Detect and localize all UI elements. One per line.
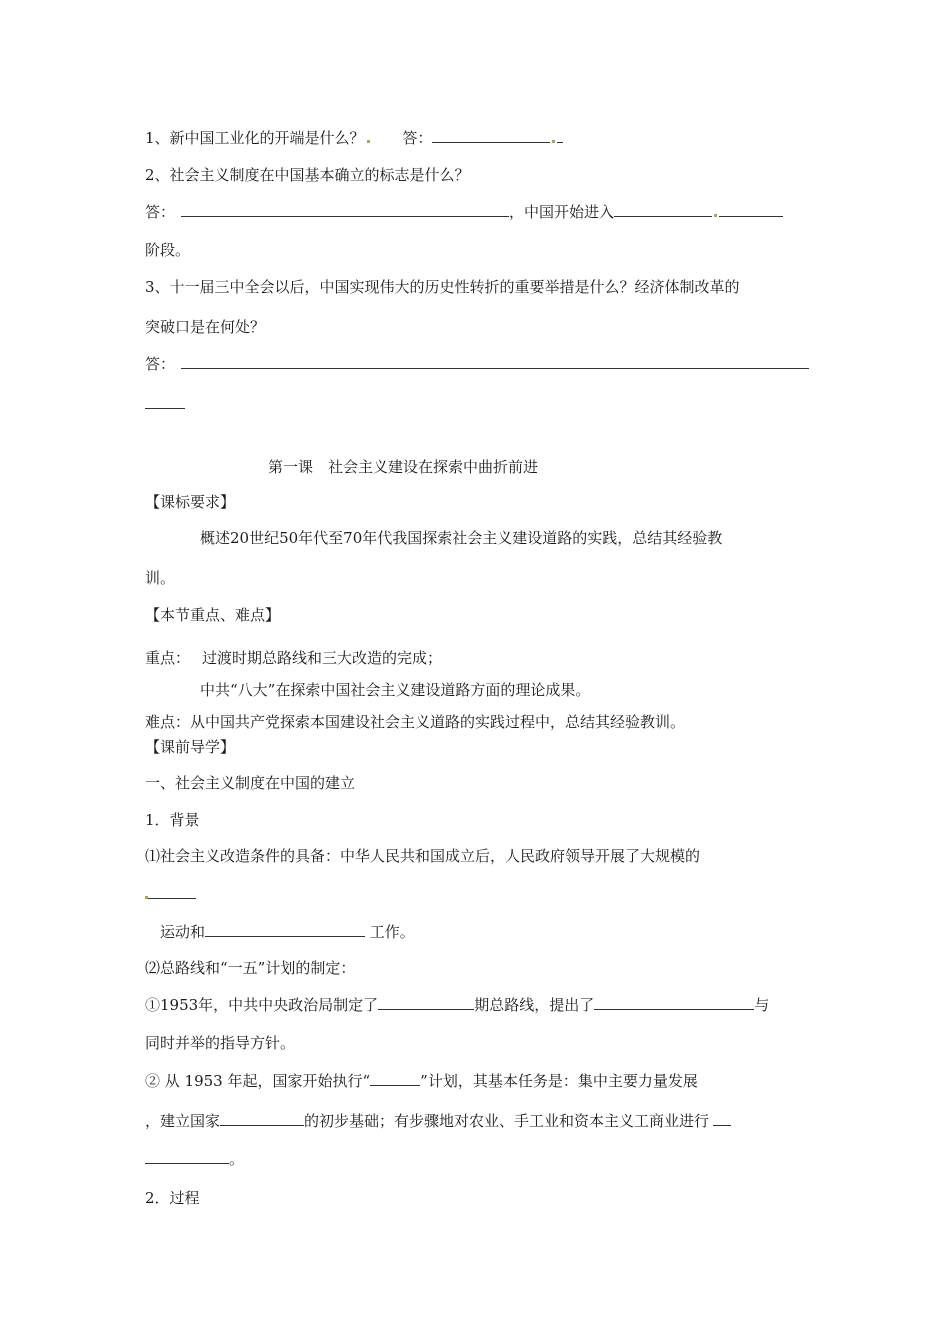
question-1-text: 1、新中国工业化的开端是什么？ <box>145 129 365 147</box>
question-2: 2、社会主义制度在中国基本确立的标志是什么？ <box>145 166 470 184</box>
standard-heading: 【课标要求】 <box>145 493 236 511</box>
answer-label: 答： <box>402 129 433 147</box>
answer-blank[interactable] <box>719 202 783 217</box>
answer-blank[interactable] <box>432 128 550 143</box>
paragraph-3-cont: 同时并举的指导方针。 <box>145 1034 296 1052</box>
mark-dot <box>367 140 370 143</box>
key-point-1-text: 过渡时期总路线和三大改造的完成； <box>202 649 443 667</box>
answer-blank[interactable] <box>594 995 754 1010</box>
key-label: 重点： <box>145 649 191 667</box>
paragraph-6 <box>145 1149 244 1169</box>
mark-dot <box>714 214 717 217</box>
answer-blank[interactable] <box>614 202 712 217</box>
answer-blank[interactable] <box>145 394 185 409</box>
answer-blank[interactable] <box>181 202 509 217</box>
paragraph-3-a: ①1953年，中共中央政治局制定了 <box>145 996 379 1014</box>
answer-label: 答： <box>145 203 176 221</box>
answer-blank[interactable] <box>181 354 809 369</box>
paragraph-3-b: 期总路线，提出了 <box>474 996 595 1014</box>
paragraph-5 <box>145 1111 731 1131</box>
paragraph-2: ⑵总路线和“一五”计划的制定： <box>145 959 356 977</box>
standard-text-cont: 训。 <box>145 569 176 587</box>
key-point-2: 中共“八大”在探索中国社会主义建设道路方面的理论成果。 <box>200 681 591 699</box>
answer-blank-tail[interactable] <box>557 128 563 143</box>
difficult-point: 难点：从中国共产党探索本国建设社会主义道路的实践过程中，总结其经验教训。 <box>145 713 686 731</box>
paragraph-1-blank <box>145 884 196 904</box>
answer-blank-cont <box>145 394 185 414</box>
answer-blank[interactable] <box>205 922 365 937</box>
question-2-answer <box>145 202 810 222</box>
answer-blank[interactable] <box>148 884 196 899</box>
paragraph-3-c: 与 <box>754 996 770 1014</box>
mark-dot <box>552 140 555 143</box>
question-2-tail: 阶段。 <box>145 241 191 259</box>
process-title: 2．过程 <box>145 1189 200 1207</box>
key-point-1 <box>145 648 442 668</box>
question-3-answer <box>145 354 809 374</box>
paragraph-1: ⑴社会主义改造条件的具备：中华人民共和国成立后，人民政府领导开展了大规模的 <box>145 847 701 865</box>
answer-label: 答： <box>145 355 176 373</box>
paragraph-1-cont-a: 运动和 <box>160 923 206 941</box>
lesson-title: 第一课 社会主义建设在探索中曲折前进 <box>268 458 539 476</box>
guide-heading: 【课前导学】 <box>145 738 236 756</box>
paragraph-1-cont <box>160 922 415 942</box>
answer-blank[interactable] <box>220 1111 304 1126</box>
background-title: 1．背景 <box>145 811 200 829</box>
question-3: 3、十一届三中全会以后，中国实现伟大的历史性转折的重要举措是什么？经济体制改革的 <box>145 278 740 296</box>
paragraph-1-cont-b: 工作。 <box>369 923 415 941</box>
answer-blank[interactable] <box>378 995 474 1010</box>
paragraph-4 <box>145 1071 698 1091</box>
paragraph-3 <box>145 995 769 1015</box>
paragraph-5-b: 的初步基础；有步骤地对农业、手工业和资本主义工商业进行 <box>304 1112 710 1130</box>
answer-blank[interactable] <box>713 1111 731 1126</box>
section-1-title: 一、社会主义制度在中国的建立 <box>145 774 356 792</box>
answer-blank[interactable] <box>370 1071 420 1086</box>
key-heading: 【本节重点、难点】 <box>145 606 281 624</box>
question-2-mid-text: ，中国开始进入 <box>509 203 615 221</box>
paragraph-5-a: ，建立国家 <box>145 1112 221 1130</box>
answer-blank[interactable] <box>145 1149 229 1164</box>
paragraph-4-b: ”计划，其基本任务是：集中主要力量发展 <box>420 1072 698 1090</box>
standard-text: 概述20世纪50年代至70年代我国探索社会主义建设道路的实践，总结其经验教 <box>200 529 723 547</box>
question-3-cont: 突破口是在何处？ <box>145 318 266 336</box>
paragraph-6-tail: 。 <box>229 1150 245 1168</box>
question-1 <box>145 128 563 148</box>
paragraph-4-a: ② 从 1953 年起，国家开始执行“ <box>145 1072 371 1090</box>
